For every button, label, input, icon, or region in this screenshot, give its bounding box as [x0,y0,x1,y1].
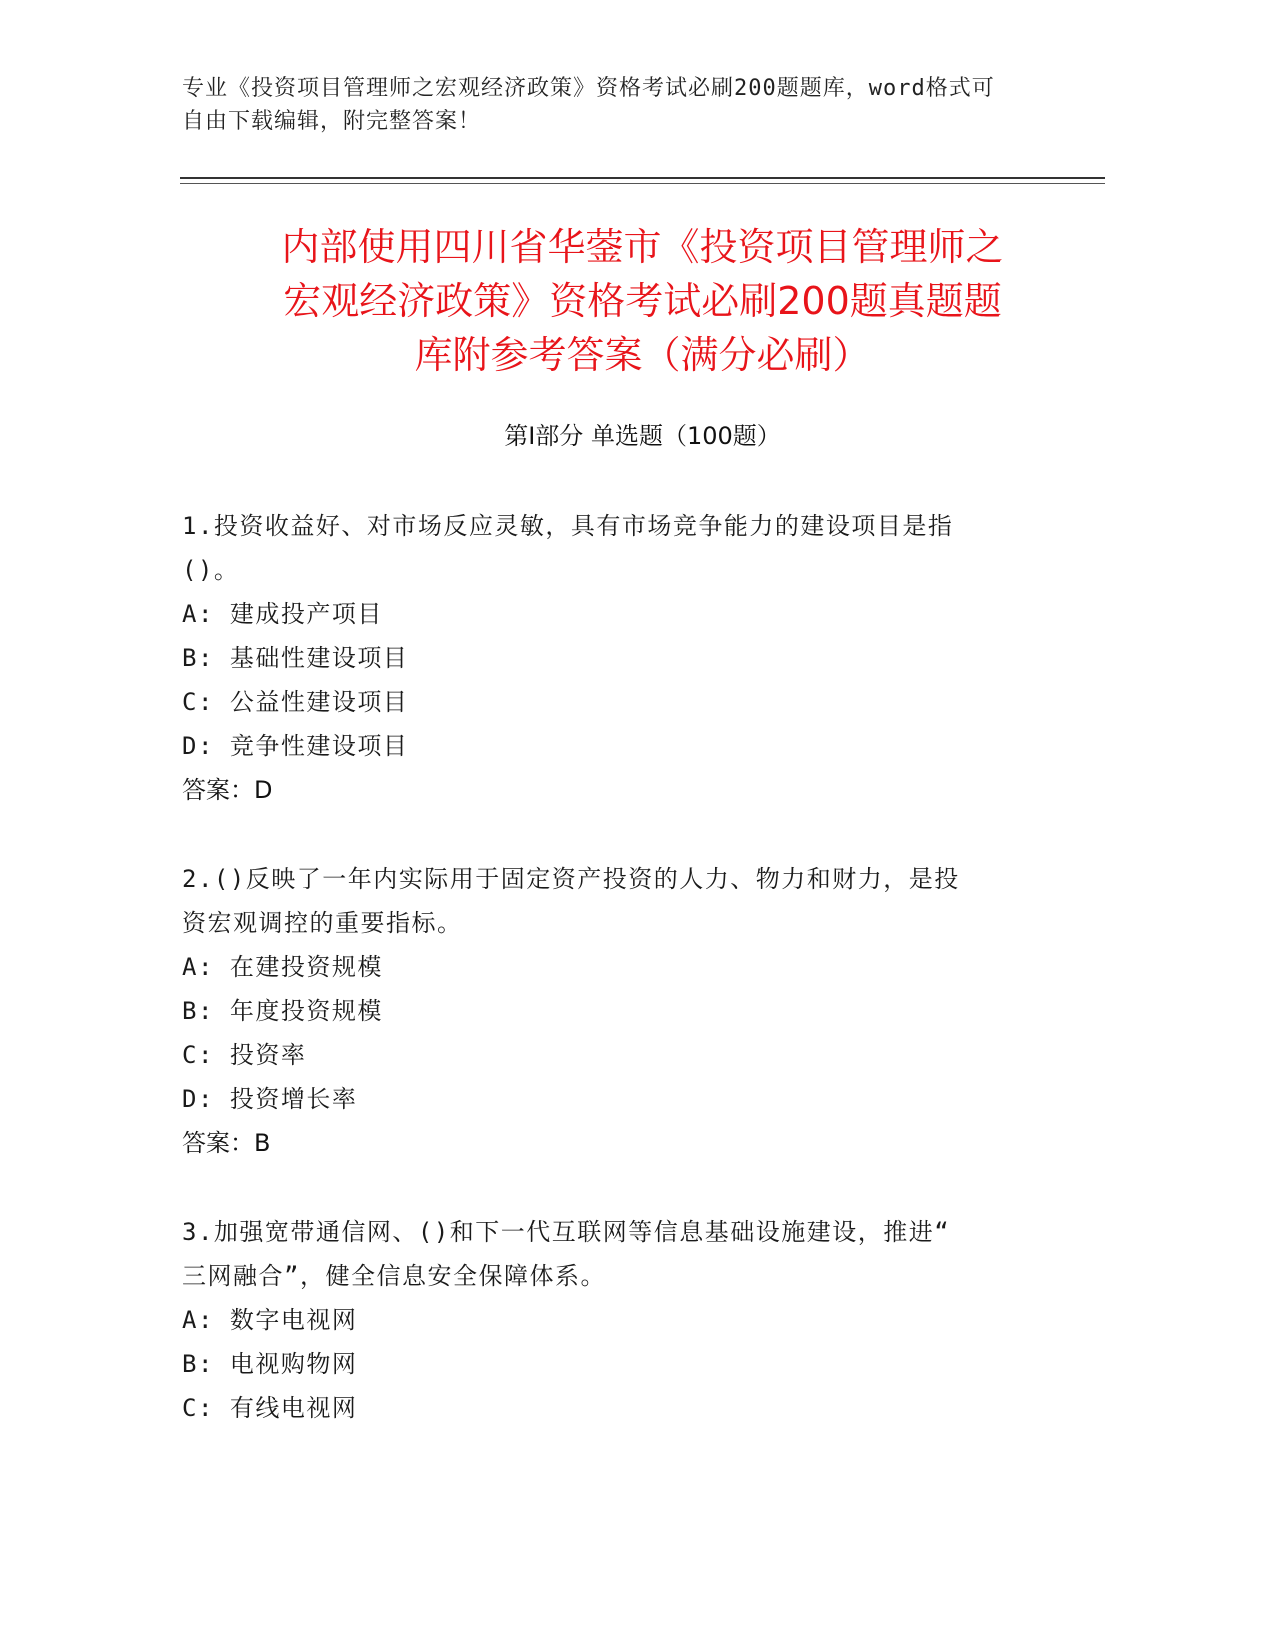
question-1 [182,504,1082,812]
section-title: 第Ⅰ部分 单选题（100题） [504,422,781,450]
option-c: C: 公益性建设项目 [182,688,409,716]
header-note-line-1: 专业《投资项目管理师之宏观经济政策》资格考试必刷200题题库，word格式可 [182,76,995,101]
question-list [182,504,1082,1475]
option-b: B: 基础性建设项目 [182,644,409,672]
option-d: D: 竞争性建设项目 [182,732,409,760]
question-stem-line: 1.投资收益好、对市场反应灵敏，具有市场竞争能力的建设项目是指 [182,512,954,540]
header-divider-thin [180,183,1105,184]
answer: 答案：B [182,1129,271,1157]
answer: 答案：D [182,776,273,804]
question-stem-line: 三网融合”，健全信息安全保障体系。 [182,1262,606,1290]
option-a: A: 在建投资规模 [182,953,383,981]
header-note [182,72,1062,138]
option-b: B: 年度投资规模 [182,997,383,1025]
question-stem-line: 2.()反映了一年内实际用于固定资产投资的人力、物力和财力，是投 [182,865,960,893]
document-title [180,220,1105,382]
option-c: C: 投资率 [182,1041,307,1069]
question-stem-line: ()。 [182,556,240,584]
document-title-line-2: 宏观经济政策》资格考试必刷200题真题题 [283,279,1002,323]
question-2 [182,857,1082,1165]
option-c: C: 有线电视网 [182,1394,358,1422]
option-a: A: 建成投产项目 [182,600,383,628]
document-title-line-3: 库附参考答案（满分必刷） [414,333,871,377]
option-b: B: 电视购物网 [182,1350,358,1378]
document-title-line-1: 内部使用四川省华蓥市《投资项目管理师之 [281,225,1004,269]
question-stem-line: 3.加强宽带通信网、()和下一代互联网等信息基础设施建设，推进“ [182,1218,951,1246]
header-divider-thick [180,177,1105,179]
option-a: A: 数字电视网 [182,1306,358,1334]
question-stem-line: 资宏观调控的重要指标。 [182,909,463,937]
question-3 [182,1210,1082,1430]
option-d: D: 投资增长率 [182,1085,358,1113]
header-note-line-2: 自由下载编辑，附完整答案！ [182,109,482,134]
